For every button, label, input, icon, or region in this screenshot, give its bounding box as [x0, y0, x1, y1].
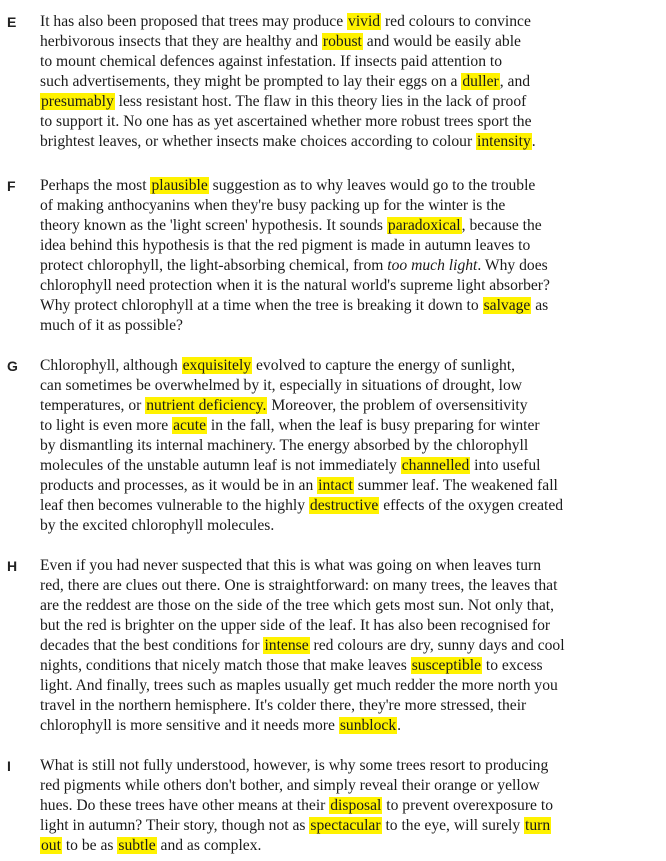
text-line	[40, 636, 565, 656]
highlighted-word: nutrient deficiency.	[146, 397, 267, 414]
text-segment: red, there are clues out there. One is straightforward: on many trees, the leaves that	[40, 577, 558, 594]
text-segment: Perhaps the most	[40, 177, 151, 194]
text-line	[40, 776, 540, 796]
text-line	[40, 236, 530, 256]
text-line	[40, 616, 550, 636]
highlighted-word: channelled	[401, 457, 470, 474]
highlighted-word: intense	[264, 637, 309, 654]
text-segment: of making anthocyanins when they're busy packing up for the winter is the	[40, 197, 506, 214]
text-line	[40, 92, 526, 112]
text-line	[40, 356, 515, 376]
text-segment: by dismantling its internal machinery. The energy absorbed by the chlorophyll	[40, 437, 529, 454]
text-segment: much of it as possible?	[40, 317, 183, 334]
highlighted-word: salvage	[483, 297, 531, 314]
text-line	[40, 276, 550, 296]
text-segment: .	[397, 717, 402, 734]
text-line	[40, 52, 502, 72]
text-line	[40, 816, 551, 836]
paragraph-i	[0, 756, 666, 856]
italic-text: too much light	[387, 257, 478, 274]
text-line	[40, 576, 557, 596]
text-line	[40, 196, 505, 216]
text-segment: summer leaf. The weakened fall	[353, 477, 558, 494]
highlighted-word: spectacular	[310, 817, 381, 834]
text-segment: chlorophyll is more sensitive and it needs more	[40, 717, 339, 734]
paragraph-letter: I	[7, 758, 11, 774]
text-line	[40, 496, 563, 516]
text-segment: leaf then becomes vulnerable to the highly	[40, 497, 309, 514]
text-segment: by the excited chlorophyll molecules.	[40, 517, 275, 534]
text-line	[40, 456, 540, 476]
text-segment: light. And finally, trees such as maples usually get much redder the more north you	[40, 677, 558, 694]
highlighted-word: out	[41, 837, 61, 854]
text-segment: , because the	[461, 217, 542, 234]
paragraph-f	[0, 176, 666, 336]
paragraph-letter: H	[7, 558, 18, 574]
text-segment: brightest leaves, or whether insects make choices according to colour	[40, 133, 477, 150]
text-segment: nights, conditions that nicely match those that make leaves	[40, 657, 411, 674]
text-segment: .	[531, 133, 536, 150]
text-line	[40, 476, 558, 496]
text-segment: evolved to capture the energy of sunlight,	[252, 357, 516, 374]
text-segment: red pigments while others don't bother, and simply reveal their orange or yellow	[40, 777, 540, 794]
paragraph-g	[0, 356, 666, 536]
text-line	[40, 296, 548, 316]
text-line	[40, 556, 541, 576]
text-segment: to the eye, will surely	[381, 817, 525, 834]
highlighted-word: vivid	[348, 13, 381, 30]
text-segment: can sometimes be overwhelmed by it, especially in situations of drought, low	[40, 377, 523, 394]
text-line	[40, 416, 540, 436]
text-segment: It has also been proposed that trees may produce	[40, 13, 348, 30]
text-segment: . Why does	[477, 257, 548, 274]
highlighted-word: plausible	[151, 177, 208, 194]
highlighted-word: duller	[462, 73, 499, 90]
text-line	[40, 656, 543, 676]
text-segment: protect chlorophyll, the light-absorbing chemical, from	[40, 257, 388, 274]
text-segment: products and processes, as it would be in an	[40, 477, 318, 494]
text-segment: such advertisements, they might be prompted to lay their eggs on a	[40, 73, 462, 90]
text-line	[40, 836, 261, 856]
text-segment: but the red is brighter on the upper side of the leaf. It has also been recognised for	[40, 617, 551, 634]
text-segment: to be as	[61, 837, 118, 854]
text-line	[40, 216, 542, 236]
text-segment: to prevent overexposure to	[382, 797, 553, 814]
text-segment: idea behind this hypothesis is that the red pigment is made in autumn leaves to	[40, 237, 531, 254]
text-line	[40, 376, 522, 396]
paragraph-e	[0, 12, 666, 152]
text-line	[40, 112, 532, 132]
text-line	[40, 796, 553, 816]
text-segment: Even if you had never suspected that this is what was going on when leaves turn	[40, 557, 542, 574]
text-segment: effects of the oxygen created	[379, 497, 564, 514]
text-segment: to support it. No one has as yet ascertained whether more robust trees sport the	[40, 113, 532, 130]
text-segment: hues. Do these trees have other means at their	[40, 797, 330, 814]
text-segment: molecules of the unstable autumn leaf is not immediately	[40, 457, 401, 474]
text-line	[40, 72, 530, 92]
text-line	[40, 696, 526, 716]
text-segment: red colours to convince	[381, 13, 531, 30]
text-segment: and as complex.	[156, 837, 262, 854]
paragraph-letter: G	[7, 358, 18, 374]
text-line	[40, 756, 548, 776]
text-segment: What is still not fully understood, however, is why some trees resort to producing	[40, 757, 549, 774]
highlighted-word: sunblock	[339, 717, 397, 734]
text-line	[40, 396, 528, 416]
text-segment: into useful	[470, 457, 541, 474]
highlighted-word: subtle	[118, 837, 156, 854]
text-line	[40, 516, 274, 536]
highlighted-word: robust	[322, 33, 362, 50]
text-segment: to light is even more	[40, 417, 173, 434]
text-segment: red colours are dry, sunny days and cool	[309, 637, 565, 654]
text-line	[40, 256, 548, 276]
paragraph-letter: F	[7, 178, 16, 194]
highlighted-word: intensity	[477, 133, 531, 150]
text-segment: travel in the northern hemisphere. It's colder there, they're more stressed, their	[40, 697, 527, 714]
text-segment: less resistant host. The flaw in this theory lies in the lack of proof	[114, 93, 527, 110]
text-segment: light in autumn? Their story, though not as	[40, 817, 310, 834]
text-line	[40, 12, 531, 32]
text-segment: , and	[499, 73, 531, 90]
paragraph-letter: E	[7, 14, 17, 30]
text-segment: Moreover, the problem of oversensitivity	[267, 397, 528, 414]
text-segment: to excess	[482, 657, 543, 674]
text-segment: Why protect chlorophyll at a time when the tree is breaking it down to	[40, 297, 483, 314]
text-segment: and would be easily able	[362, 33, 521, 50]
text-line	[40, 316, 183, 336]
highlighted-word: intact	[318, 477, 353, 494]
paragraph-h	[0, 556, 666, 736]
text-line	[40, 32, 521, 52]
text-segment: decades that the best conditions for	[40, 637, 264, 654]
text-segment: as	[531, 297, 549, 314]
highlighted-word: disposal	[330, 797, 382, 814]
text-line	[40, 176, 535, 196]
highlighted-word: turn	[525, 817, 551, 834]
text-segment: are the reddest are those on the side of the tree which gets most sun. Not only that,	[40, 597, 555, 614]
highlighted-word: acute	[173, 417, 206, 434]
highlighted-word: exquisitely	[182, 357, 252, 374]
text-segment: to mount chemical defences against infestation. If insects paid attention to	[40, 53, 503, 70]
text-line	[40, 716, 401, 736]
text-segment: temperatures, or	[40, 397, 146, 414]
text-segment: herbivorous insects that they are healthy and	[40, 33, 322, 50]
text-segment: in the fall, when the leaf is busy preparing for winter	[207, 417, 540, 434]
highlighted-word: presumably	[41, 93, 114, 110]
text-line	[40, 436, 528, 456]
highlighted-word: paradoxical	[387, 217, 461, 234]
highlighted-word: susceptible	[411, 657, 481, 674]
text-segment: Chlorophyll, although	[40, 357, 182, 374]
text-segment: theory known as the 'light screen' hypothesis. It sounds	[40, 217, 387, 234]
text-line	[40, 676, 558, 696]
text-segment: chlorophyll need protection when it is the natural world's supreme light absorber?	[40, 277, 550, 294]
text-line	[40, 596, 554, 616]
text-segment: suggestion as to why leaves would go to the trouble	[208, 177, 536, 194]
highlighted-word: destructive	[309, 497, 379, 514]
text-line	[40, 132, 536, 152]
